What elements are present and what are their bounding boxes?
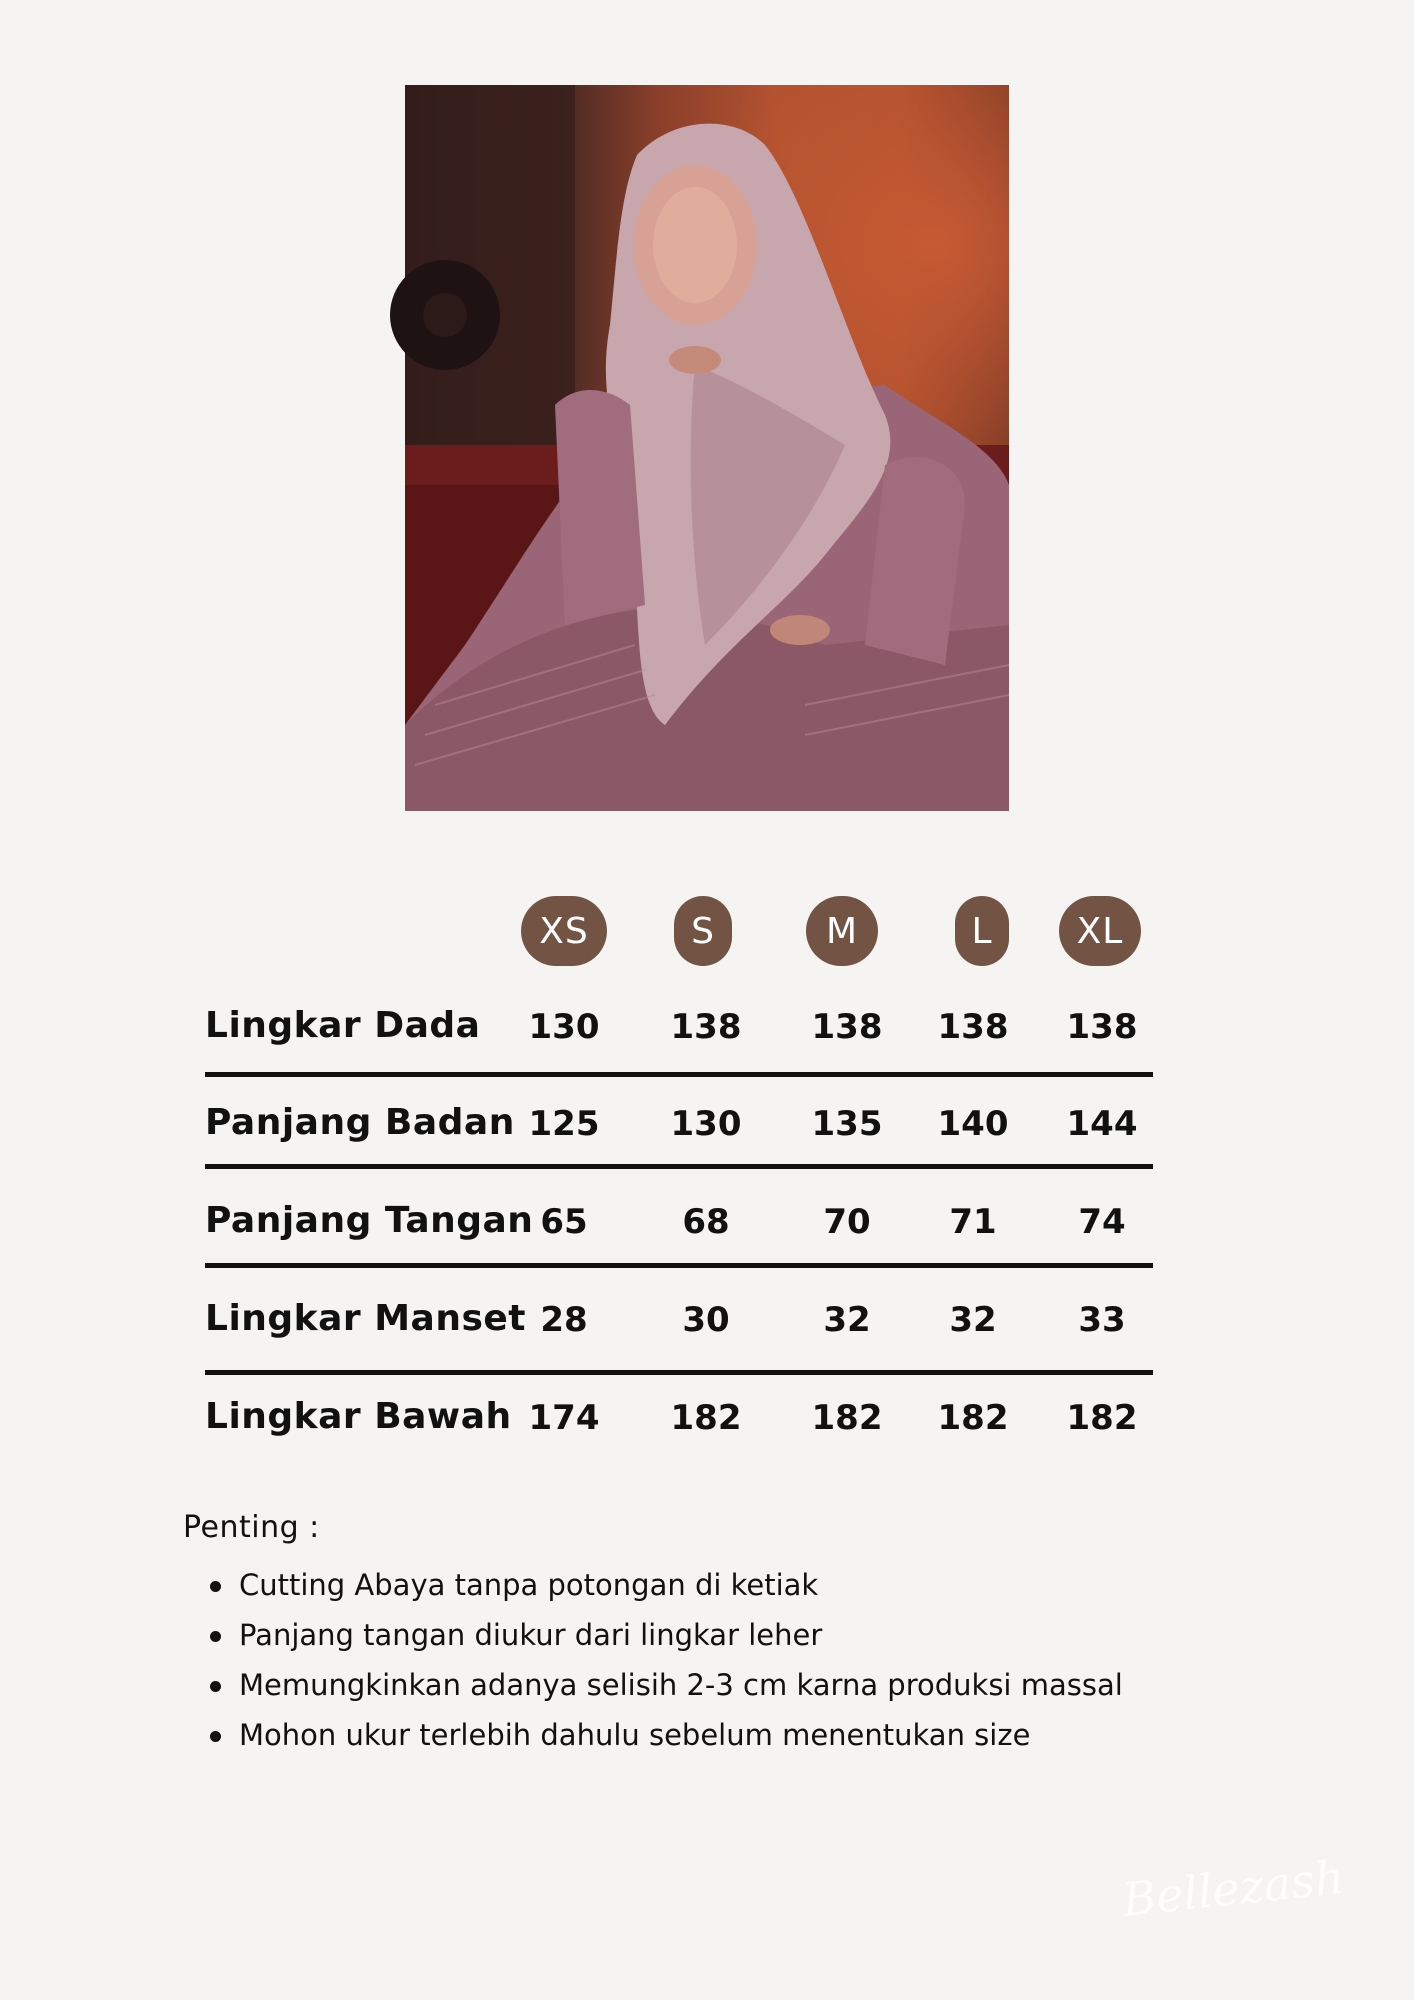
note-text: Cutting Abaya tanpa potongan di ketiak: [239, 1568, 819, 1602]
note-text: Panjang tangan diukur dari lingkar leher: [239, 1618, 823, 1652]
table-cell: 71: [949, 1202, 997, 1242]
row-label: Lingkar Dada: [205, 1005, 481, 1046]
list-item: [208, 1560, 1208, 1610]
table-cell: 130: [528, 1007, 600, 1047]
row-label: Panjang Tangan: [205, 1200, 534, 1241]
table-cell: 182: [937, 1398, 1009, 1438]
row-label: Lingkar Manset: [205, 1298, 526, 1339]
table-cell: 140: [937, 1104, 1009, 1144]
table-cell: 32: [823, 1300, 871, 1340]
bullet-icon: [210, 1681, 221, 1692]
size-badge-m: M: [806, 896, 878, 966]
table-cell: 30: [682, 1300, 730, 1340]
bullet-icon: [210, 1581, 221, 1592]
table-cell: 138: [937, 1007, 1009, 1047]
size-badge-xl: XL: [1059, 896, 1141, 966]
table-cell: 144: [1066, 1104, 1138, 1144]
table-cell: 33: [1078, 1300, 1126, 1340]
list-item: [208, 1610, 1208, 1660]
row-divider: [205, 1164, 1153, 1169]
bullet-icon: [210, 1631, 221, 1642]
table-cell: 125: [528, 1104, 600, 1144]
table-cell: 138: [670, 1007, 742, 1047]
row-divider: [205, 1072, 1153, 1077]
note-text: Mohon ukur terlebih dahulu sebelum menentukan size: [239, 1718, 1031, 1752]
row-label: Lingkar Bawah: [205, 1396, 512, 1437]
table-cell: 135: [811, 1104, 883, 1144]
row-divider: [205, 1263, 1153, 1268]
brand-logo: [1118, 1849, 1347, 1930]
table-cell: 32: [949, 1300, 997, 1340]
table-cell: 70: [823, 1202, 871, 1242]
list-item: [208, 1710, 1208, 1760]
bullet-icon: [210, 1731, 221, 1742]
size-badge-l: L: [955, 896, 1009, 966]
notes-list: [208, 1560, 1208, 1760]
table-cell: 174: [528, 1398, 600, 1438]
notes-title: Penting :: [183, 1510, 320, 1545]
table-cell: 138: [811, 1007, 883, 1047]
table-cell: 138: [1066, 1007, 1138, 1047]
table-cell: 182: [1066, 1398, 1138, 1438]
size-badge-xs: XS: [521, 896, 607, 966]
table-cell: 130: [670, 1104, 742, 1144]
product-photo: [405, 85, 1009, 811]
table-cell: 74: [1078, 1202, 1126, 1242]
table-cell: 182: [670, 1398, 742, 1438]
size-badge-s: S: [674, 896, 732, 966]
table-cell: 28: [540, 1300, 588, 1340]
photo-illustration: [405, 85, 1009, 811]
brand-logo-text: Bellezash: [1119, 1849, 1347, 1927]
row-divider: [205, 1370, 1153, 1375]
list-item: [208, 1660, 1208, 1710]
table-cell: 182: [811, 1398, 883, 1438]
table-cell: 68: [682, 1202, 730, 1242]
note-text: Memungkinkan adanya selisih 2-3 cm karna produksi massal: [239, 1668, 1123, 1702]
row-label: Panjang Badan: [205, 1102, 515, 1143]
table-cell: 65: [540, 1202, 588, 1242]
